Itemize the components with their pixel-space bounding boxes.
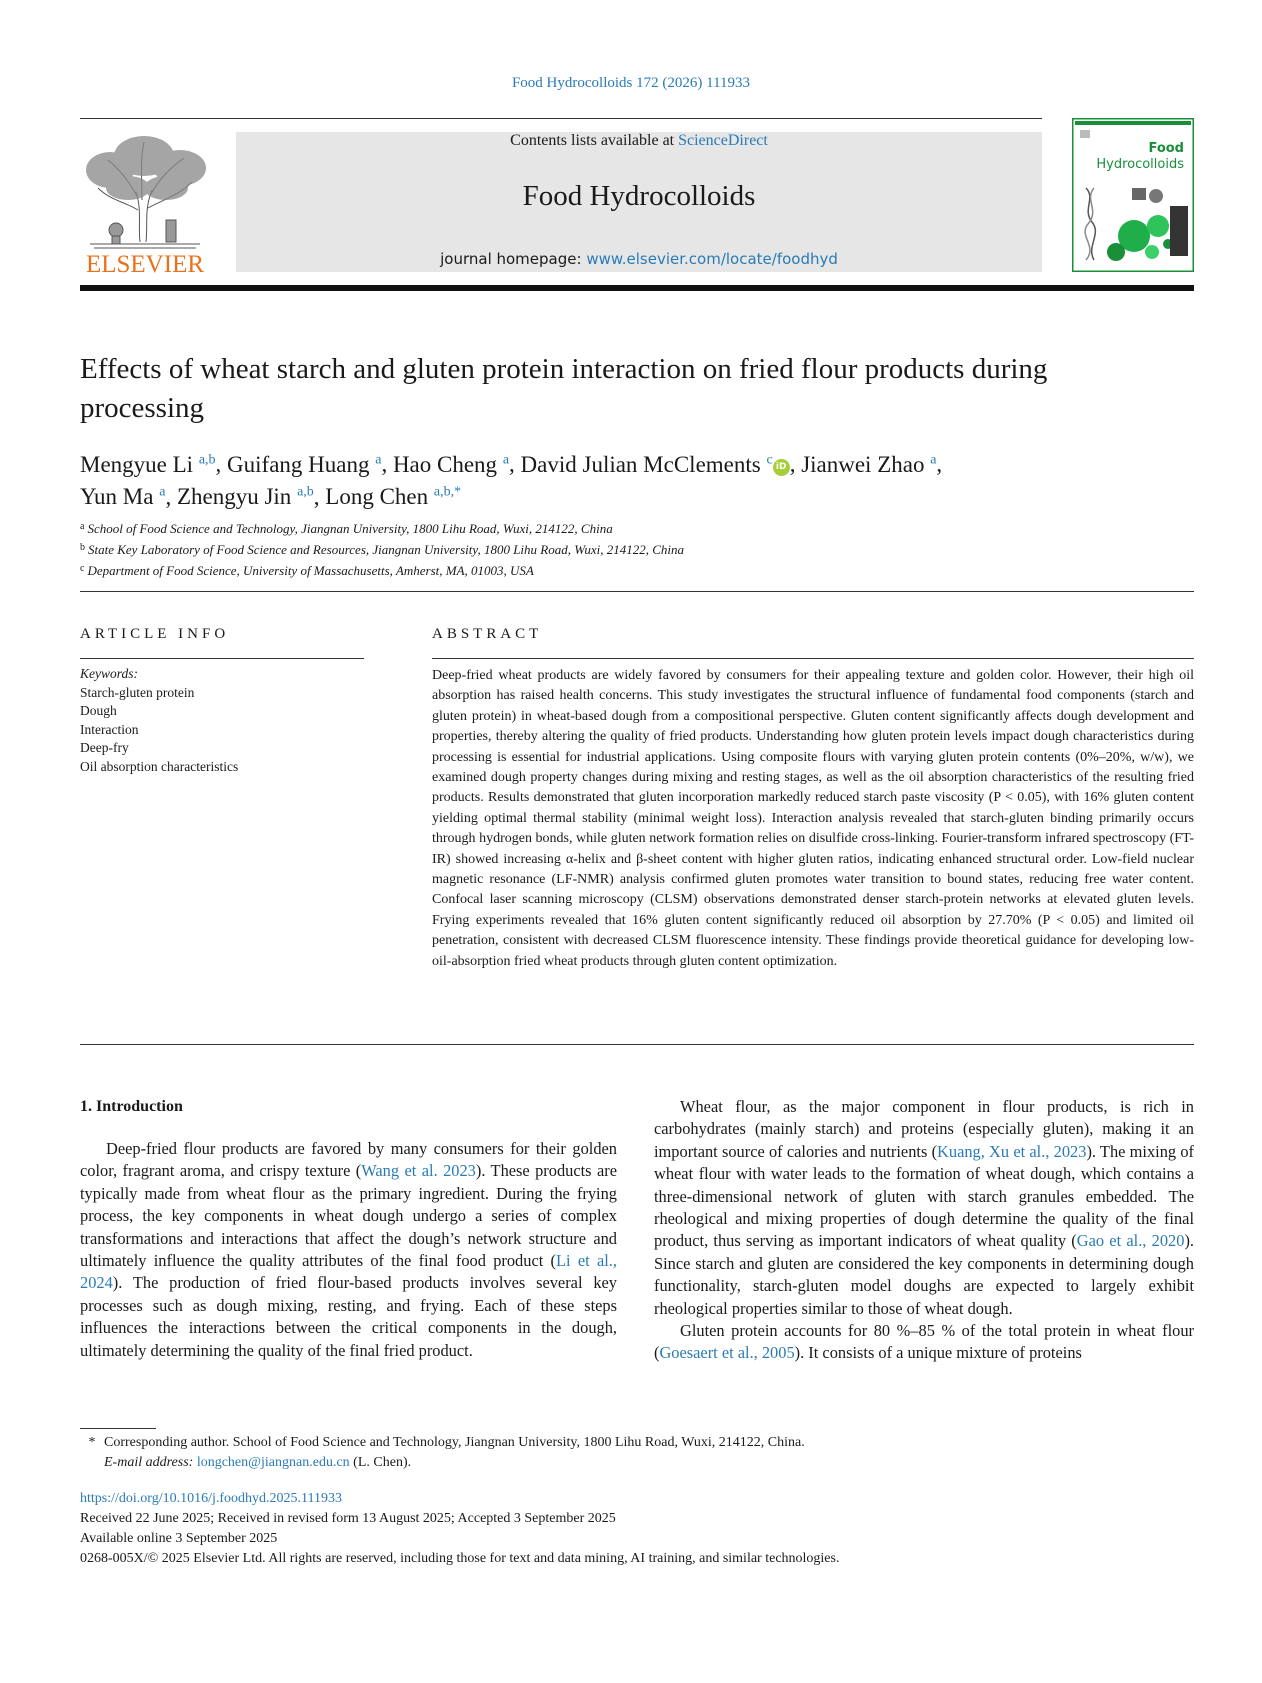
author[interactable]: Mengyue Li $^{a,b}$ [80,451,216,477]
affiliation: $^c$ Department of Food Science, University of Massachusetts, Amherst, MA, 01003, USA [80,563,534,578]
homepage-link[interactable]: www.elsevier.com/locate/foodhyd [586,250,838,268]
author[interactable]: Yun Ma $^a$ [80,484,166,510]
corresponding-author-footnote [80,1433,1190,1473]
corresponding-author: * Corresponding author. School of Food Science and Technology, Jiangnan University, 1800 Lihu Road, Wuxi, 214122, China. [88,1435,805,1450]
intro-paragraph: Wheat flour, as the major component in flour products, is rich in carbohydrates (mainly starch) and proteins (especially gluten), making it an important source of calories and nutrients (Kuang, Xu et al., 2023). The mixing of wheat flour with water leads to the formation of wheat dough, which contains a three-dimensional network of gluten with starch granules embedded. The rheological and mixing properties of dough determine the quality of the final product, thus serving as important indicators of wheat quality (Gao et al., 2020). Since starch and gluten are considered the key components in determining dough functionality, starch-gluten model doughs are expected to largely exhibit rheological properties similar to those of wheat dough. [654,1097,1194,1318]
elsevier-logo[interactable] [80,130,210,276]
orcid-icon[interactable]: iD [773,459,790,476]
keywords-label: Keywords: [80,666,138,681]
intro-paragraph: Deep-fried flour products are favored by many consumers for their golden color, fragrant aroma, and crispy texture (Wang et al. 2023). These products are typically made from wheat flour as the primary ingredient. During the frying process, the key components in wheat dough undergo a series of complex transformations and interactions that affect the dough’s network structure and ultimately influence the quality attributes of the final food product (Li et al., 2024). The production of fried flour-based products involves several key processes such as dough mixing, resting, and frying. Each of these steps influences the interactions between the critical components in the dough, ultimately determining the quality of the final fried product. [80,1139,617,1360]
received-dates: Received 22 June 2025; Received in revised form 13 August 2025; Accepted 3 September 2025 [80,1511,616,1526]
homepage-line [236,250,1042,268]
contents-line [236,132,1042,150]
journal-cover-thumbnail[interactable] [1072,118,1194,272]
doi-link[interactable]: https://doi.org/10.1016/j.foodhyd.2025.111933 [80,1491,342,1506]
footnote-rule [80,1428,156,1429]
article-meta [80,1489,1190,1569]
affiliation: $^a$ School of Food Science and Technology, Jiangnan University, 1800 Lihu Road, Wuxi, 214122, China [80,521,613,536]
homepage-prefix: journal homepage: [440,250,587,268]
email-line: E-mail address: longchen@jiangnan.edu.cn (L. Chen). [104,1455,412,1470]
citation-link[interactable]: Goesaert et al., 2005 [659,1343,795,1363]
sciencedirect-link[interactable]: ScienceDirect [678,132,768,149]
email-link[interactable]: longchen@jiangnan.edu.cn [196,1455,350,1470]
intro-paragraph: Gluten protein accounts for 80 %–85 % of the total protein in wheat flour (Goesaert et al., 2005). It consists of a unique mixture of proteins [654,1321,1194,1363]
abstract-text: Deep-fried wheat products are widely favored by consumers for their appealing texture and golden color. However, their high oil absorption has raised health concerns. This study investigates the structural influence of fundamental food components (starch and gluten protein) in wheat-based dough from a compositional perspective. Gluten content significantly affects dough development and properties, thereby altering the quality of fried products. Understanding how gluten protein levels impact dough characteristics during processing is essential for industrial applications. Using composite flours with varying gluten protein contents (0%–20%, w/w), we examined dough property changes during mixing and resting stages, as well as the oil absorption characteristics of the resulting fried products. Results demonstrated that gluten incorporation markedly reduced starch paste viscosity (P < 0.05), with 16% gluten content yielding optimal thermal stability (minimal weight loss). Interaction analysis revealed that starch-gluten binding primarily occurs through hydrogen bonds, while gluten network formation relies on disulfide cross-linking. Fourier-transform infrared spectroscopy (FT-IR) showed increasing α-helix and β-sheet content with higher gluten ratios, indicating enhanced structural order. Low-field nuclear magnetic resonance (LF-NMR) analysis confirmed gluten promotes water transition to bound states, reducing free water content. Confocal laser scanning microscopy (CLSM) observations demonstrated denser starch-protein networks at elevated gluten levels. Frying experiments revealed that 16% gluten content significantly reduced oil absorption by 27.70% (P < 0.05) and limited oil penetration, consistent with decreased CLSM fluorescence intensity. These findings provide theoretical guidance for developing low-oil-absorption fried wheat products through gluten content optimization. [432,668,1194,969]
article-title: Effects of wheat starch and gluten protein interaction on fried flour products during processing [80,353,1048,424]
citation-link[interactable]: Food Hydrocolloids 172 (2026) 111933 [511,75,751,91]
keywords-block [80,665,370,776]
citation-link[interactable]: Gao et al., 2020 [1076,1231,1185,1251]
article-info-heading: ARTICLE INFO [80,626,230,642]
journal-citation[interactable] [0,75,1262,92]
author[interactable]: Jianwei Zhao $^a$ [801,451,937,477]
affiliations [80,517,1190,580]
copyright: 0268-005X/© 2025 Elsevier Ltd. All rights are reserved, including those for text and data mining, AI training, and similar technologies. [80,1551,840,1566]
author[interactable]: Guifang Huang $^a$ [227,451,382,477]
keyword: Oil absorption characteristics [80,758,239,774]
citation-link[interactable]: Wang et al. 2023 [361,1161,476,1181]
journal-header-box [236,132,1042,272]
keyword: Deep-fry [80,740,129,755]
abstract-bottom-rule [80,1044,1194,1045]
body-right-column [654,1096,1194,1365]
journal-name: Food Hydrocolloids [522,180,756,212]
elsevier-tree-icon [80,130,210,276]
keyword: Interaction [80,721,139,737]
body-left-column [80,1096,617,1362]
cover-title-line2: Hydrocolloids [1096,157,1184,172]
article-info-rule [80,658,364,659]
author[interactable]: Hao Cheng $^a$ [392,451,510,477]
abstract-rule [432,658,1194,659]
author-list: Mengyue Li $^{a,b}$, Guifang Huang $^a$, Hao Cheng $^a$, David Julian McClements $^c$ iD , Jianwei Zhao $^a$, Yun Ma $^a$, Zhengyu Jin $^{a,b}$, Long Chen $^{a,b,*}$ [80,451,943,510]
abstract-heading: ABSTRACT [432,626,543,642]
author[interactable]: Zhengyu Jin $^{a,b}$ [176,484,314,510]
header-top-rule [80,118,1042,119]
affiliation-rule [80,591,1194,592]
contents-prefix: Contents lists available at [510,132,679,149]
keyword: Dough [80,703,117,718]
journal-cover-image [1072,118,1194,272]
available-online: Available online 3 September 2025 [80,1531,278,1546]
affiliation: $^b$ State Key Laboratory of Food Science and Resources, Jiangnan University, 1800 Lihu Road, Wuxi, 214122, China [80,542,685,557]
author[interactable]: David Julian McClements $^c$ [520,451,773,477]
keyword: Starch-gluten protein [80,684,195,700]
cover-title-line1: Food [1148,141,1184,156]
citation-link[interactable]: Li et al., 2024 [80,1251,617,1293]
author[interactable]: Long Chen $^{a,b,*}$ [325,484,462,510]
section-heading-introduction: 1. Introduction [80,1098,183,1115]
citation-link[interactable]: Kuang, Xu et al., 2023 [937,1141,1087,1161]
elsevier-wordmark: ELSEVIER [85,251,205,276]
header-thick-rule [80,285,1194,291]
